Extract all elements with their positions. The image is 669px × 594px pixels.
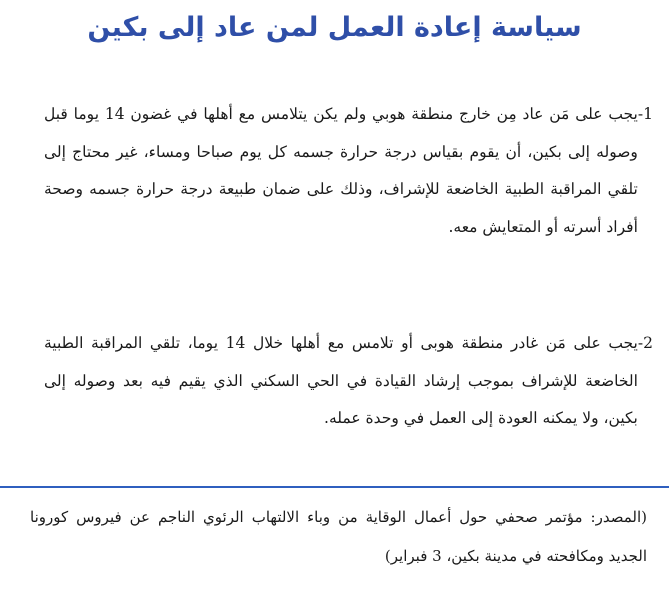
section-divider [0, 486, 669, 488]
policy-item-1 [14, 96, 653, 246]
source-citation: (المصدر: مؤتمر صحفي حول أعمال الوقاية من وباء الالتهاب الرئوي الناجم عن فيروس كورونا الجديد ومكافحته في مدينة بكين، 3 فبراير) [30, 508, 647, 565]
page-title: سياسة إعادة العمل لمن عاد إلى بكين [87, 12, 582, 43]
item-number: 1- [637, 105, 653, 123]
item-text: يجب على مَن غادر منطقة هوبى أو تلامس مع أهلها خلال 14 يوما، تلقي المراقبة الطبية الخاضعة للإشراف بموجب إرشاد القيادة في الحي السكني الذي يقيم فيه بعد وصوله إلى بكين، ولا يمكنه العودة إلى العمل في وحدة عمله. [44, 334, 638, 427]
item-text: يجب على مَن عاد مِن خارج منطقة هوبي ولم يكن يتلامس مع أهلها في غضون 14 يوما قبل وصوله إلى بكين، أن يقوم بقياس درجة حرارة جسمه كل يوم صباحا ومساء، غير محتاج إلى تلقي المراقبة الطبية الخاضعة للإشراف، وذلك على ضمان طبيعة درجة حرارة جسمه وصحة أفراد أسرته أو المتعايش معه. [44, 105, 638, 236]
item-number: 2- [637, 334, 653, 352]
policy-item-2 [14, 325, 653, 438]
